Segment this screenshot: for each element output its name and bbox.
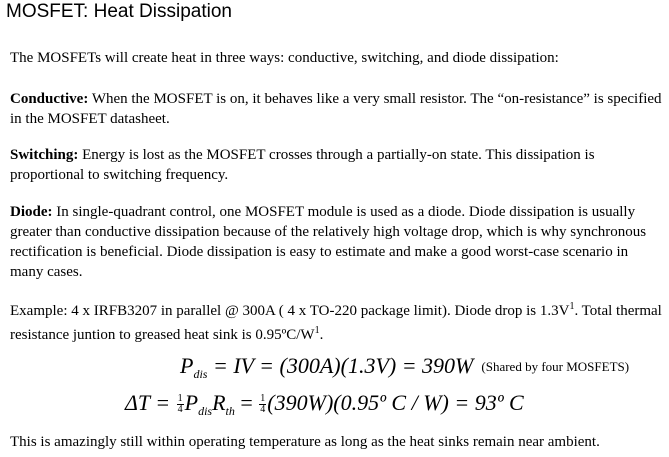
footnote-ref-1: 1 — [569, 301, 575, 312]
power-equation-note: (Shared by four MOSFETS) — [481, 359, 630, 374]
power-equation-rhs: = IV = (300A)(1.3V) = 390W — [207, 353, 474, 378]
switching-text: Energy is lost as the MOSFET crosses through a partially-on state. This dissipation is proportional to switching frequency. — [10, 147, 595, 183]
fraction-denominator: 4 — [177, 404, 183, 416]
footnote-ref-2: 1 — [314, 325, 320, 336]
power-symbol-2: P — [184, 390, 199, 415]
diode-paragraph — [10, 202, 662, 282]
resistance-symbol: R — [212, 390, 226, 415]
resistance-subscript: th — [225, 404, 235, 418]
delta-t-lhs: ΔT = — [125, 390, 176, 415]
example-text-2: . Total thermal resistance juntion to greased heat sink is 0.95ºC/W — [10, 303, 662, 343]
fraction-denominator-2: 4 — [260, 404, 266, 416]
power-subscript-2: dis — [198, 404, 213, 418]
page-title: MOSFET: Heat Dissipation — [6, 1, 232, 22]
conclusion-paragraph: This is amazingly still within operating temperature as long as the heat sinks remain near ambient. — [10, 434, 600, 450]
temperature-equation-rhs: (390W)(0.95º C / W) = 93º C — [267, 390, 524, 415]
fraction-numerator: 1 — [177, 393, 183, 405]
equals-sign: = — [234, 390, 259, 415]
example-text-1: Example: 4 x IRFB3207 in parallel @ 300A ( 4 x TO-220 package limit). Diode drop is 1.3V — [10, 303, 570, 319]
conductive-label: Conductive: — [10, 91, 89, 107]
temperature-equation — [125, 388, 524, 426]
intro-paragraph: The MOSFETs will create heat in three ways: conductive, switching, and diode dissipation: — [10, 50, 559, 66]
power-symbol: P — [180, 353, 194, 378]
switching-label: Switching: — [10, 147, 79, 163]
quarter-fraction-1 — [177, 394, 184, 415]
example-paragraph — [10, 297, 662, 345]
diode-text: In single-quadrant control, one MOSFET module is used as a diode. Diode dissipation is usually greater than conductive dissipation because of the relatively high voltage drop, which is why synchronous rectification is beneficial. Diode dissipation is easy to estimate and make a good worst-case scenario in many cases. — [10, 204, 647, 280]
diode-label: Diode: — [10, 204, 53, 220]
quarter-fraction-2 — [259, 394, 266, 415]
power-equation — [180, 352, 629, 388]
conductive-text: When the MOSFET is on, it behaves like a very small resistor. The “on-resistance” is specified in the MOSFET datasheet. — [10, 91, 662, 127]
example-text-3: . — [319, 327, 324, 343]
conductive-paragraph — [10, 89, 662, 129]
power-subscript: dis — [193, 367, 208, 381]
switching-paragraph — [10, 145, 662, 185]
fraction-numerator-2: 1 — [260, 393, 266, 405]
